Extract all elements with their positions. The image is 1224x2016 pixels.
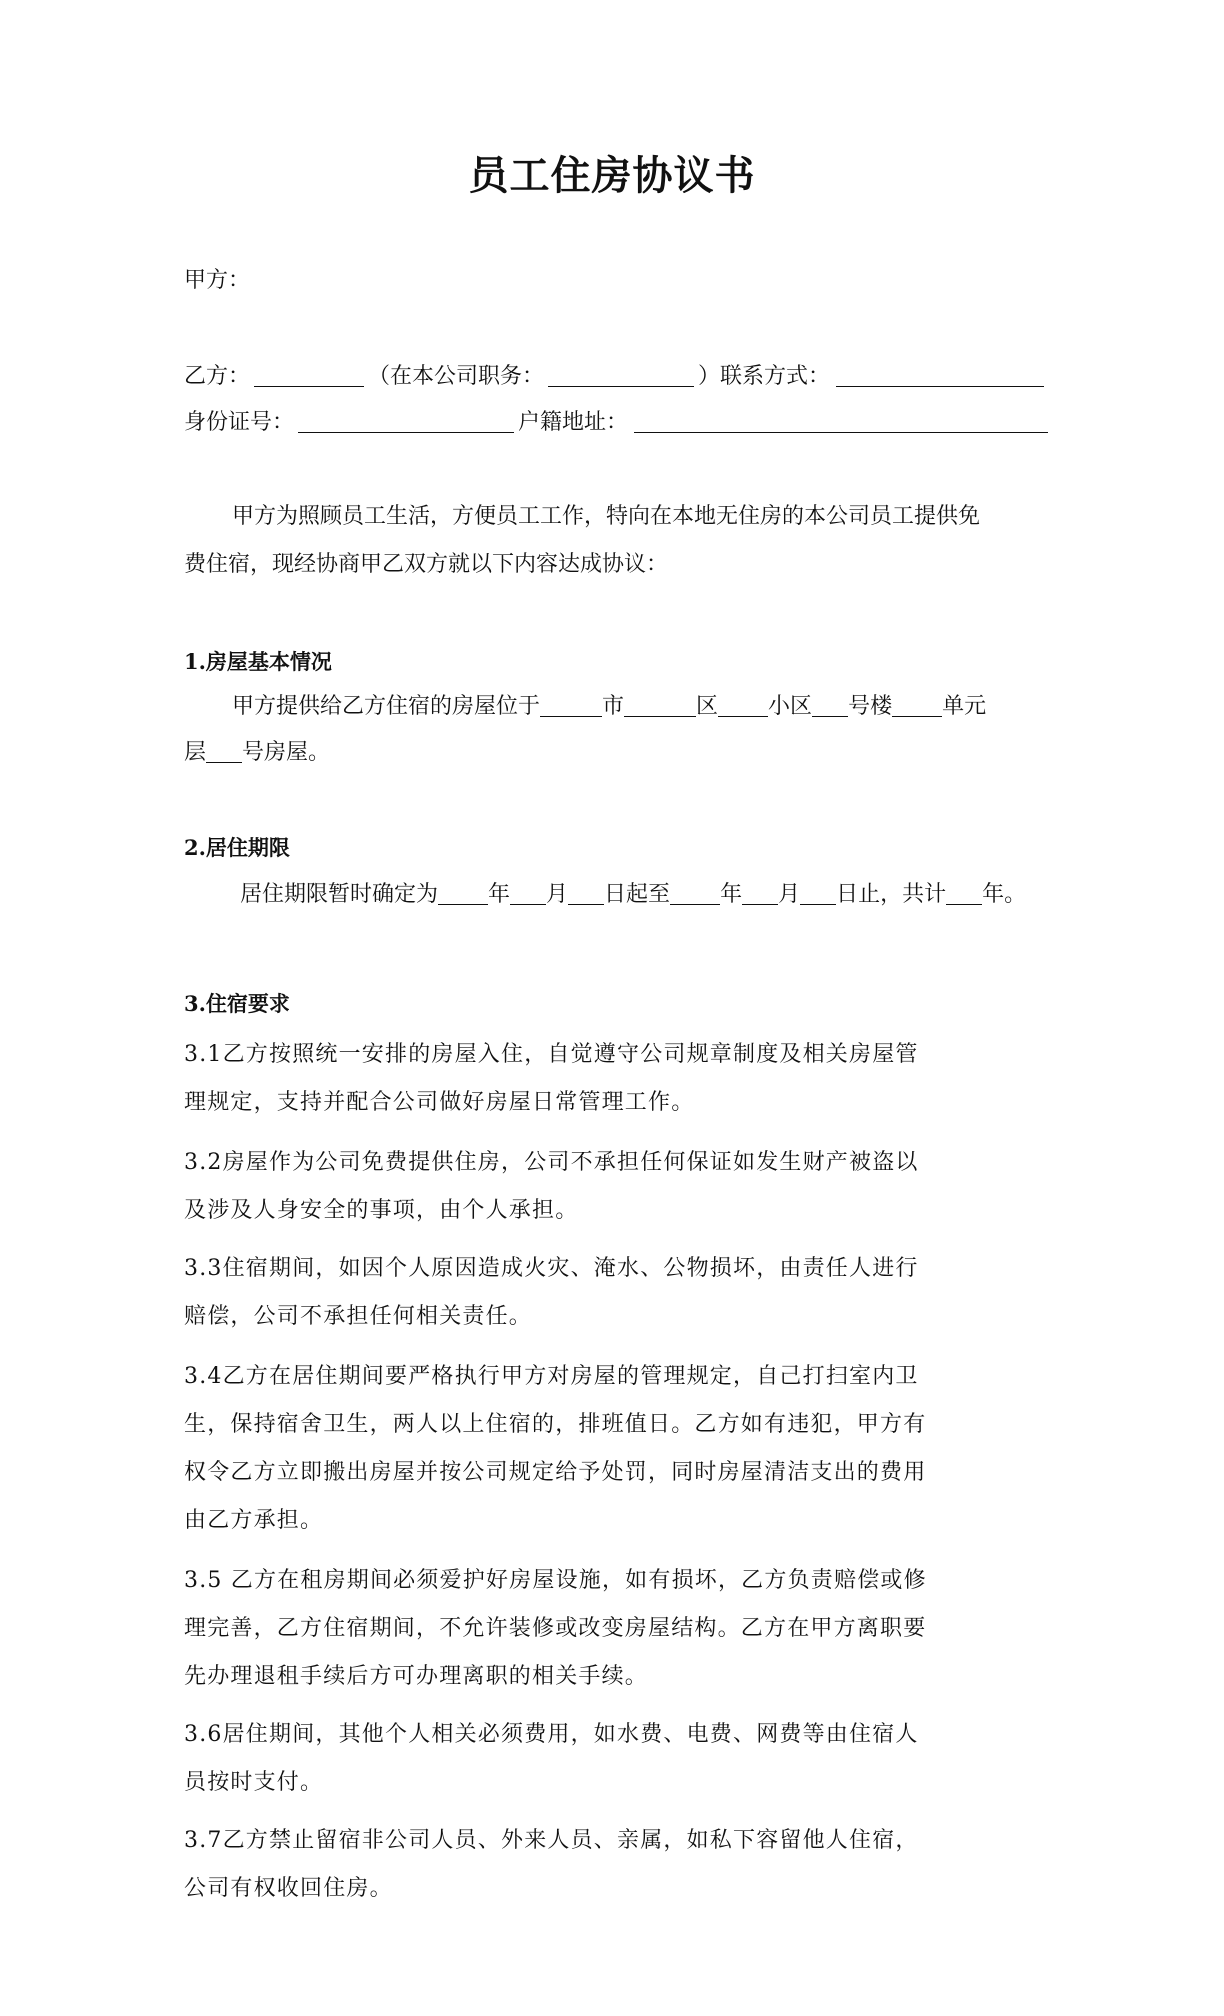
floor-label: 层 [184,740,207,765]
building-blank [812,694,848,717]
section-3-line: 3.2房屋作为公司免费提供住房，公司不承担任何保证如发生财产被盗以 [184,1150,919,1175]
end-day-label: 日止，共计 [836,882,947,907]
section-1-line-1 [232,692,1112,722]
section-1-heading: 1.房屋基本情况 [184,649,332,674]
section-3-line: 公司有权收回住房。 [184,1876,393,1901]
end-month-label: 月 [778,882,801,907]
party-b-id-line [184,408,1064,438]
section-3-line: 3.6居住期间，其他个人相关必须费用，如水费、电费、网费等由住宿人 [184,1722,919,1747]
id-number-blank [298,410,514,433]
section-3-line: 权令乙方立即搬出房屋并按公司规定给予处罚，同时房屋清洁支出的费用 [184,1460,927,1485]
section-3-line: 员按时支付。 [184,1770,324,1795]
location-lead: 甲方提供给乙方住宿的房屋位于 [232,694,541,719]
room-blank [206,740,242,763]
section-3-line: 生，保持宿舍卫生，两人以上住宿的，排班值日。乙方如有违犯，甲方有 [184,1412,927,1437]
city-blank [540,694,602,717]
preamble-line-2: 费住宿，现经协商甲乙双方就以下内容达成协议： [184,552,669,577]
section-3-line: 赔偿，公司不承担任何相关责任。 [184,1304,533,1329]
section-3-line: 3.5 乙方在租房期间必须爱护好房屋设施，如有损坏，乙方负责赔偿或修 [184,1568,927,1593]
period-lead: 居住期限暂时确定为 [240,882,439,907]
party-b-position-blank [548,364,694,387]
party-b-line [184,362,1064,392]
end-year-blank [670,882,720,905]
district-blank [624,694,696,717]
party-b-contact-label: ）联系方式： [698,364,831,389]
room-label: 号房屋。 [242,740,331,765]
section-3-line: 3.3住宿期间，如因个人原因造成火灾、淹水、公物损坏，由责任人进行 [184,1256,919,1281]
section-3-line: 由乙方承担。 [184,1508,324,1533]
end-day-blank [800,882,836,905]
section-3-line: 3.4乙方在居住期间要严格执行甲方对房屋的管理规定，自己打扫室内卫 [184,1364,919,1389]
party-b-position-label: （在本公司职务： [368,364,545,389]
community-label: 小区 [768,694,813,719]
end-month-blank [742,882,778,905]
section-3-line: 先办理退租手续后方可办理离职的相关手续。 [184,1664,649,1689]
party-a-label: 甲方： [184,268,251,293]
party-a-line [184,266,1064,296]
section-3-line: 理规定，支持并配合公司做好房屋日常管理工作。 [184,1090,695,1115]
building-label: 号楼 [848,694,893,719]
section-1-line-2 [184,738,1064,768]
start-year-blank [438,882,488,905]
section-2-heading: 2.居住期限 [184,835,290,860]
city-label: 市 [602,694,625,719]
section-3-line: 理完善，乙方住宿期间，不允许装修或改变房屋结构。乙方在甲方离职要 [184,1616,927,1641]
section-3-line: 及涉及人身安全的事项，由个人承担。 [184,1198,579,1223]
unit-blank [892,694,942,717]
start-month-blank [510,882,546,905]
start-year-label: 年 [488,882,511,907]
preamble-line-1: 甲方为照顾员工生活，方便员工工作，特向在本地无住房的本公司员工提供免 [232,504,981,529]
start-day-blank [568,882,604,905]
start-month-label: 月 [546,882,569,907]
section-3-heading: 3.住宿要求 [184,991,290,1016]
address-blank [634,410,1048,433]
end-year-label: 年 [720,882,743,907]
total-years-blank [946,882,982,905]
district-label: 区 [696,694,719,719]
id-number-label: 身份证号： [184,410,295,435]
unit-label: 单元 [942,694,987,719]
community-blank [718,694,768,717]
section-2-line-1 [240,880,1120,910]
total-years-label: 年。 [982,882,1027,907]
section-3-line: 3.1乙方按照统一安排的房屋入住，自觉遵守公司规章制度及相关房屋管 [184,1042,919,1067]
start-day-label: 日起至 [604,882,671,907]
section-3-line: 3.7乙方禁止留宿非公司人员、外来人员、亲属，如私下容留他人住宿， [184,1828,919,1853]
party-b-label: 乙方： [184,364,251,389]
address-label: 户籍地址： [518,410,629,435]
document-title: 员工住房协议书 [468,152,756,199]
party-b-name-blank [254,364,364,387]
party-b-contact-blank [836,364,1044,387]
